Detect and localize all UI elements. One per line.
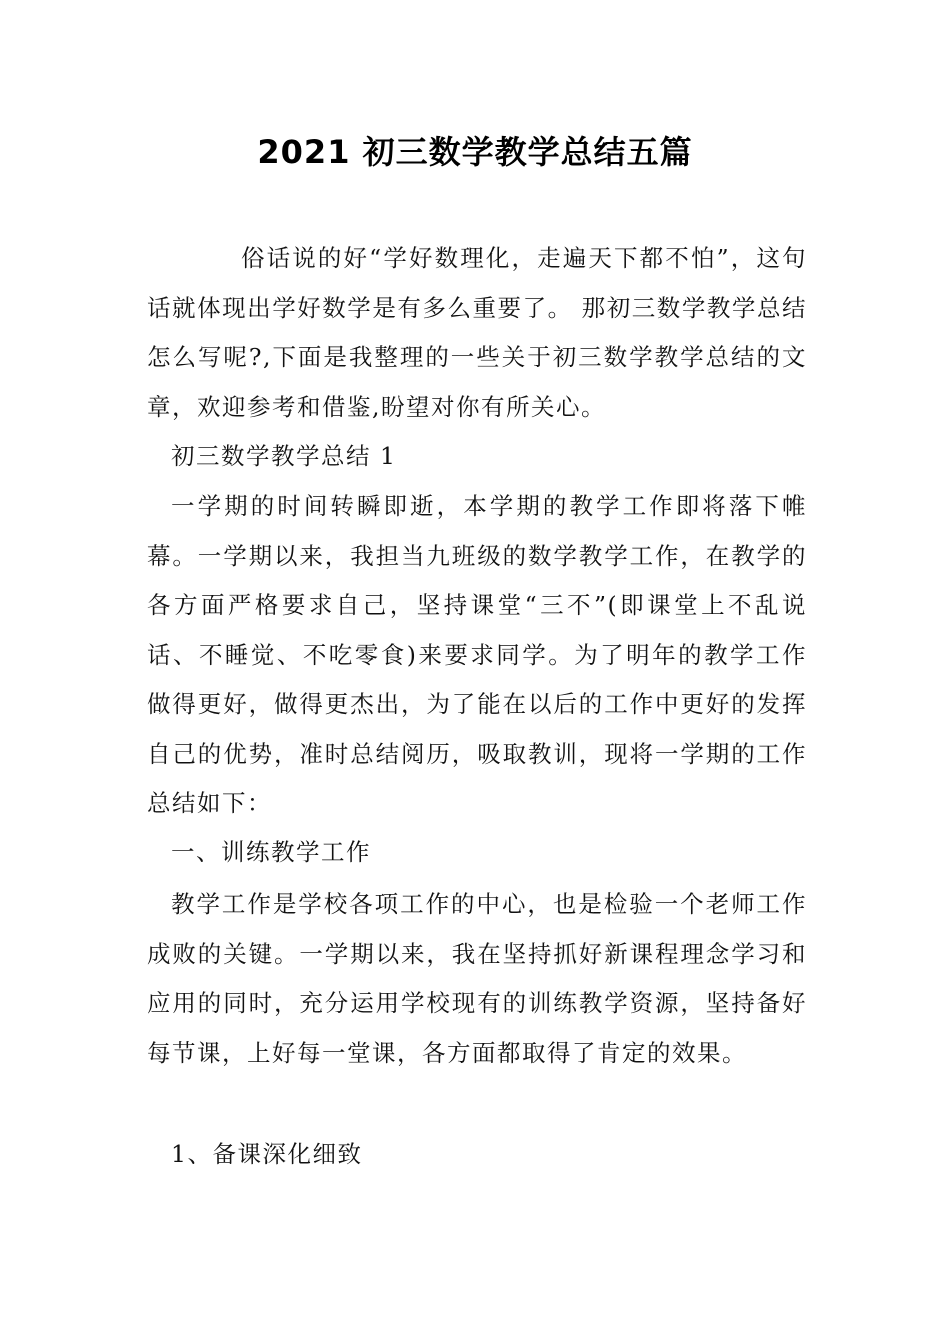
intro-paragraph: 俗话说的好“学好数理化，走遍天下都不怕”，这句话就体现出学好数学是有多么重要了。 那初三数学教学总结怎么写呢?,下面是我整理的一些关于初三数学教学总结的文章，欢迎参考和借鉴,盼望对你有所关心。 (147, 244, 807, 421)
subheading-lesson-prep: 1、备课深化细致 (171, 1140, 363, 1168)
body-paragraph-1: 一学期的时间转瞬即逝，本学期的教学工作即将落下帷幕。一学期以来，我担当九班级的数学教学工作，在教学的各方面严格要求自己，坚持课堂“三不”(即课堂上不乱说话、不睡觉、不吃零食)来要求同学。为了明年的教学工作做得更好，做得更杰出，为了能在以后的工作中更好的发挥自己的优势，准时总结阅历，吸取教训，现将一学期的工作总结如下： (147, 492, 807, 817)
document-title: 2021 初三数学教学总结五篇 (257, 133, 693, 171)
section-heading: 初三数学教学总结 1 (171, 442, 397, 470)
body-paragraph-2: 教学工作是学校各项工作的中心，也是检验一个老师工作成败的关键。一学期以来，我在坚持抓好新课程理念学习和应用的同时，充分运用学校现有的训练教学资源，坚持备好每节课，上好每一堂课，各方面都取得了肯定的效果。 (147, 890, 807, 1067)
subheading-teaching-work: 一、训练教学工作 (171, 838, 371, 866)
